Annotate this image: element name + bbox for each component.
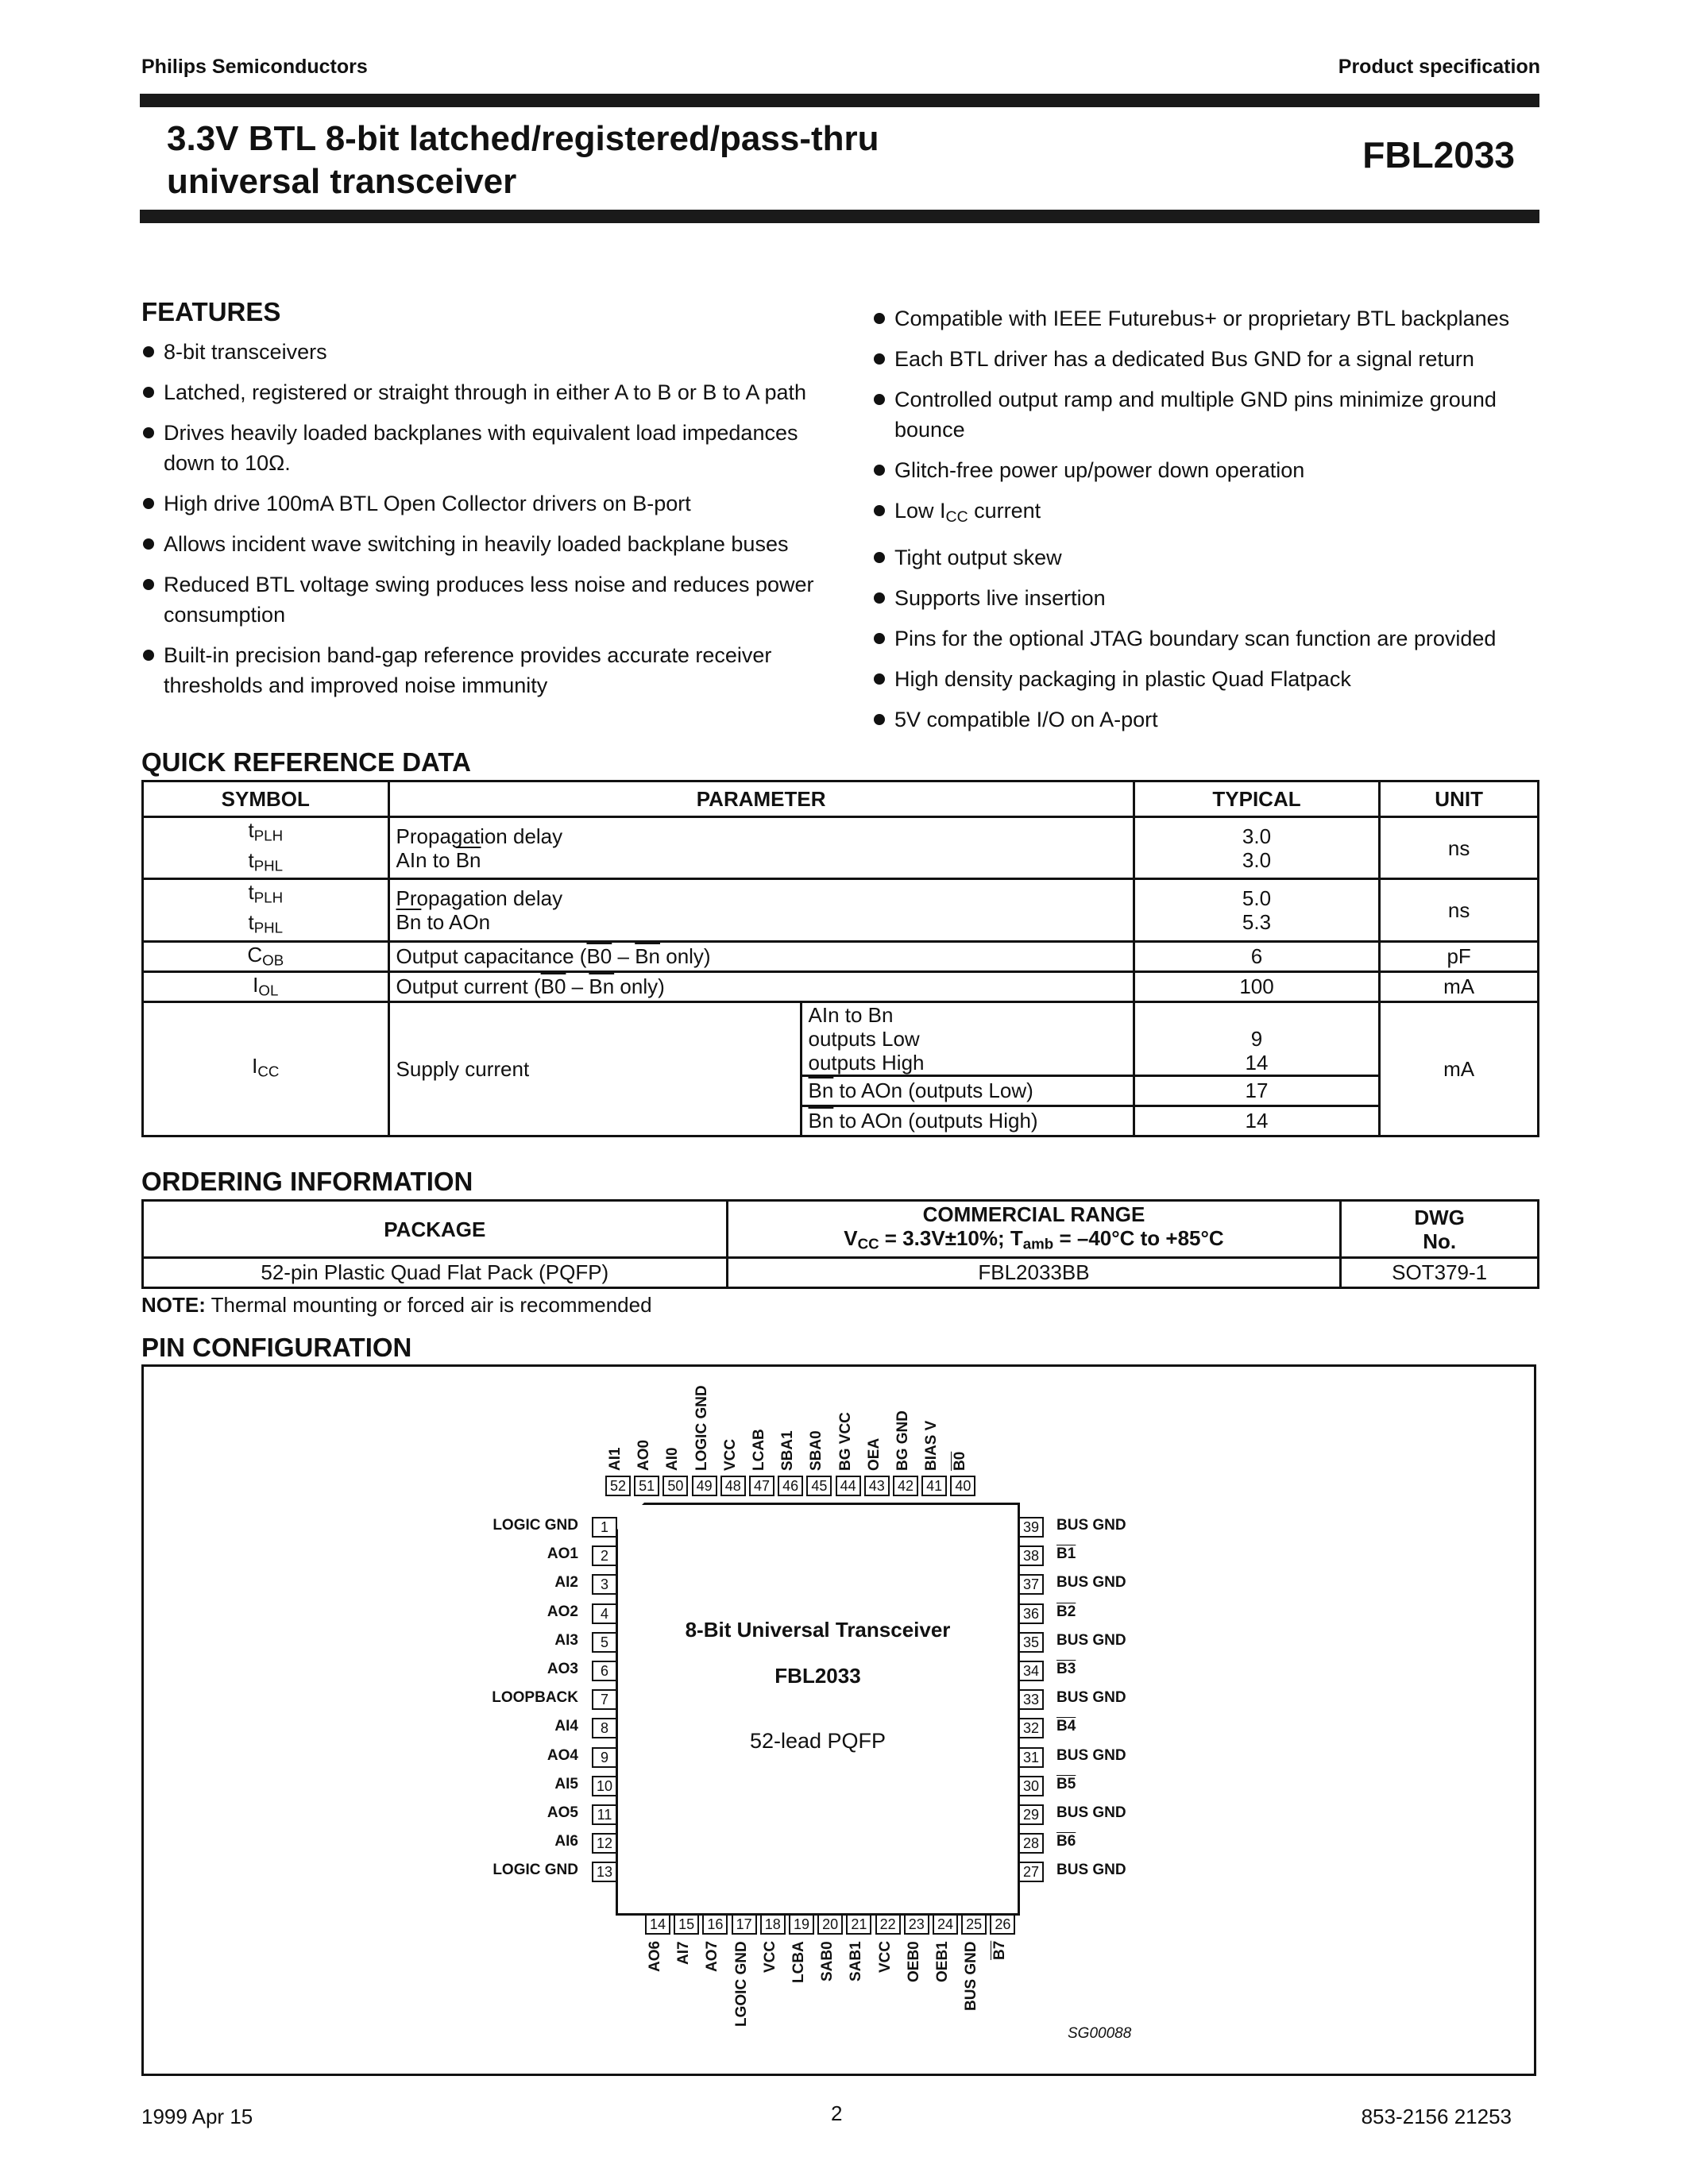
typical-cell: 3.0 3.0 [1134, 817, 1380, 879]
symbol-cell: $C_{OB}$ [143, 941, 389, 971]
pin-label-right: B4 [1056, 1718, 1076, 1735]
feature-item: 8-bit transceivers [141, 337, 825, 367]
pin-label-top: B0 [952, 1451, 969, 1471]
pin-label-top: SBA1 [779, 1430, 797, 1471]
pin-number-left: 12 [592, 1833, 617, 1854]
feature-item: High density packaging in plastic Quad Flatpack [872, 664, 1539, 694]
chip-body [616, 1503, 1020, 1916]
col-symbol: SYMBOL [143, 781, 389, 817]
pin-label-bottom: VCC [876, 1940, 894, 1973]
low-icc-sub: CC [945, 507, 968, 526]
pin-label-bottom: AI7 [675, 1941, 693, 1965]
pin-label-right: B3 [1056, 1661, 1076, 1677]
table-row [143, 941, 1539, 971]
symbol-cell: $I_{OL}$ [143, 971, 389, 1001]
page-number: 2 [831, 2101, 843, 2125]
pin-label-right: B1 [1056, 1545, 1076, 1563]
chip-package: 52-lead PQFP [749, 1729, 886, 1753]
pin-label-left: AI6 [554, 1833, 578, 1850]
pin-number-right: 35 [1018, 1632, 1044, 1653]
pin-number-right: 31 [1018, 1747, 1044, 1768]
condition-cell: $\overline{Bn}$ to AOn (outputs High) [801, 1106, 1134, 1136]
pin-label-left: AO2 [547, 1603, 578, 1620]
pin-label-left: AI4 [554, 1718, 578, 1735]
col-unit: UNIT [1380, 781, 1539, 817]
col-package: PACKAGE [143, 1201, 728, 1258]
pin-number-bottom: 18 [760, 1914, 786, 1935]
title-line-1: 3.3V BTL 8-bit latched/registered/pass-thru [167, 119, 879, 158]
feature-item: 5V compatible I/O on A-port [872, 704, 1539, 735]
table-header-row [143, 781, 1539, 817]
pin-number-right: 32 [1018, 1718, 1044, 1738]
pin-number-top: 41 [921, 1476, 947, 1496]
pin-number-bottom: 14 [645, 1914, 670, 1935]
condition-cell: $\overline{Bn}$ to AOn (outputs Low) [801, 1075, 1134, 1106]
pin-number-right: 34 [1018, 1661, 1044, 1681]
pin-number-bottom: 26 [990, 1914, 1015, 1935]
pin-label-top: BG GND [894, 1410, 911, 1471]
feature-item [872, 496, 1539, 532]
pin-label-bottom: BUS GND [963, 1941, 980, 2011]
unit-cell: mA [1380, 971, 1539, 1001]
pin-label-top: LOGIC GND [693, 1385, 710, 1471]
pin-number-left: 2 [592, 1545, 617, 1566]
ordering-note: NOTE: Thermal mounting or forced air is recommended [141, 1293, 652, 1317]
pin-label-top: AI0 [664, 1447, 682, 1471]
parameter-cell: Supply current [388, 1001, 801, 1136]
chip-part: FBL2033 [774, 1664, 861, 1688]
pin-number-right: 38 [1018, 1545, 1044, 1566]
pin-number-left: 11 [592, 1804, 617, 1825]
dwg-cell: SOT379-1 [1341, 1258, 1539, 1288]
pin-label-left: AI5 [554, 1775, 578, 1792]
pin-label-top: AO0 [635, 1439, 653, 1471]
col-commercial-range: COMMERCIAL RANGE $V_{CC} = 3.3V\pm 10\%$; $T_{amb} = -40^\circ C$ to +85°C [727, 1201, 1341, 1258]
pin-label-bottom: LCBA [790, 1941, 807, 1983]
pin-number-bottom: 17 [732, 1914, 757, 1935]
unit-cell: pF [1380, 941, 1539, 971]
feature-item: Latched, registered or straight through in either A to B or B to A path [141, 377, 825, 407]
pin-number-bottom: 15 [674, 1914, 699, 1935]
table-row [143, 971, 1539, 1001]
pin-number-left: 10 [592, 1776, 617, 1796]
typical-cell: 14 [1134, 1106, 1380, 1136]
feature-item: Reduced BTL voltage swing produces less noise and reduces power consumption [141, 569, 825, 630]
pin-label-bottom: VCC [761, 1940, 778, 1973]
parameter-cell: Propagation delay $\overline{Bn}$ to AOn [388, 879, 1134, 941]
features-right-list [872, 303, 1539, 745]
pin-number-top: 47 [749, 1476, 774, 1496]
pin-label-left: AI3 [554, 1631, 578, 1649]
pin-label-right: B2 [1056, 1603, 1076, 1620]
drawing-code: SG00088 [1068, 2025, 1132, 2042]
pin-number-bottom: 24 [933, 1914, 958, 1935]
pin-label-bottom: OEB0 [905, 1941, 922, 1982]
package-cell: 52-pin Plastic Quad Flat Pack (PQFP) [143, 1258, 728, 1288]
pin-number-bottom: 21 [846, 1914, 871, 1935]
pin-label-left: LOGIC GND [492, 1862, 578, 1879]
unit-cell: ns [1380, 817, 1539, 879]
features-left-list [141, 337, 825, 711]
parameter-cell: Propagation delay AIn to $\overline{Bn}$ [388, 817, 1134, 879]
features-heading: FEATURES [141, 297, 281, 326]
pin-label-left: AO3 [547, 1661, 578, 1677]
pin-label-bottom: B7 [991, 1940, 1009, 1960]
typical-cell: 5.0 5.3 [1134, 879, 1380, 941]
table-row [143, 817, 1539, 879]
pin-label-bottom: AO7 [704, 1940, 721, 1972]
pin-label-top: SBA0 [808, 1430, 825, 1471]
table-header-row [143, 1201, 1539, 1258]
pin-number-bottom: 16 [702, 1914, 728, 1935]
feature-item: High drive 100mA BTL Open Collector drivers on B-port [141, 488, 825, 519]
symbol-cell: $I_{CC}$ [143, 1001, 389, 1136]
feature-item: Controlled output ramp and multiple GND pins minimize ground bounce [872, 384, 1539, 445]
range-cell: FBL2033BB [727, 1258, 1341, 1288]
pin-number-bottom: 20 [817, 1914, 843, 1935]
title-line-2: universal transceiver [167, 162, 517, 201]
pin-label-top: BG VCC [836, 1412, 854, 1471]
pin-number-left: 6 [592, 1661, 617, 1681]
pin-label-bottom: LGOIC GND [732, 1941, 750, 2027]
pin-label-right: BUS GND [1056, 1804, 1126, 1821]
pin-label-bottom: SAB1 [848, 1941, 865, 1981]
footer-code: 853-2156 21253 [1361, 2105, 1512, 2128]
pin-label-right: BUS GND [1056, 1574, 1126, 1592]
pin-label-top: OEA [865, 1437, 883, 1471]
low-icc-suffix: current [968, 499, 1041, 523]
parameter-cell: Output current ($B0 - \overline{Bn}$ only) [388, 971, 1134, 1001]
pin-label-right: B5 [1056, 1775, 1076, 1792]
pin-label-right: B6 [1056, 1833, 1076, 1850]
feature-item: Built-in precision band-gap reference provides accurate receiver thresholds and improved noise immunity [141, 640, 825, 700]
footer-date: 1999 Apr 15 [141, 2105, 253, 2128]
pin-label-right: BUS GND [1056, 1689, 1126, 1707]
pin-label-top: VCC [721, 1438, 739, 1471]
quick-ref-table [141, 780, 1539, 1137]
doc-type: Product specification [1338, 56, 1540, 78]
pin-number-bottom: 22 [875, 1914, 901, 1935]
pin-label-left: LOOPBACK [492, 1689, 578, 1707]
table-row [143, 1001, 1539, 1075]
pin-number-right: 33 [1018, 1689, 1044, 1710]
col-parameter: PARAMETER [388, 781, 1134, 817]
table-row [143, 879, 1539, 941]
company-name: Philips Semiconductors [141, 56, 368, 78]
pin-number-right: 27 [1018, 1862, 1044, 1882]
pin-label-right: BUS GND [1056, 1631, 1126, 1649]
pin-number-right: 30 [1018, 1776, 1044, 1796]
pin-label-left: AO5 [547, 1804, 578, 1821]
ordering-heading: ORDERING INFORMATION [141, 1167, 473, 1196]
pin-number-right: 39 [1018, 1517, 1044, 1538]
unit-cell: ns [1380, 879, 1539, 941]
parameter-cell: Output capacitance ($B0 - \overline{Bn}$ only) [388, 941, 1134, 971]
pin-number-top: 49 [692, 1476, 717, 1496]
pin-number-top: 42 [893, 1476, 918, 1496]
pin-number-top: 48 [720, 1476, 746, 1496]
symbol-cell: $t_{PLH}$ $t_{PHL}$ [143, 879, 389, 941]
condition-cell: AIn to $\overline{Bn}$ outputs Low outputs High [801, 1001, 1134, 1075]
pin-label-right: BUS GND [1056, 1517, 1126, 1534]
feature-item: Glitch-free power up/power down operation [872, 455, 1539, 485]
ordering-table [141, 1199, 1539, 1289]
unit-cell: mA [1380, 1001, 1539, 1136]
pin-number-top: 52 [605, 1476, 631, 1496]
typical-cell: 9 14 [1134, 1001, 1380, 1075]
pin-label-right: BUS GND [1056, 1862, 1126, 1879]
pin-label-left: AI2 [554, 1574, 578, 1592]
pin-number-top: 50 [662, 1476, 688, 1496]
header-rule-top [140, 94, 1539, 107]
pin-label-bottom: SAB0 [819, 1941, 836, 1981]
pin-number-top: 45 [806, 1476, 832, 1496]
pin-number-left: 13 [592, 1862, 617, 1882]
pin-number-right: 36 [1018, 1603, 1044, 1624]
pin-number-left: 9 [592, 1747, 617, 1768]
pin-number-top: 43 [864, 1476, 890, 1496]
pin-label-top: LCAB [751, 1429, 767, 1471]
pin-label-top: BIAS V [923, 1420, 941, 1471]
pin-config-heading: PIN CONFIGURATION [141, 1333, 412, 1362]
pin-number-bottom: 23 [904, 1914, 929, 1935]
header-rule-bottom [140, 210, 1539, 223]
pin-number-top: 40 [950, 1476, 975, 1496]
typical-cell: 17 [1134, 1075, 1380, 1106]
feature-item: Compatible with IEEE Futurebus+ or proprietary BTL backplanes [872, 303, 1539, 334]
feature-item: Tight output skew [872, 542, 1539, 573]
part-number: FBL2033 [1362, 134, 1515, 176]
pin-number-top: 44 [836, 1476, 861, 1496]
pin-number-top: 46 [778, 1476, 803, 1496]
pin-number-right: 37 [1018, 1574, 1044, 1595]
pin-number-top: 51 [634, 1476, 659, 1496]
pin-number-left: 5 [592, 1632, 617, 1653]
pin-number-right: 28 [1018, 1833, 1044, 1854]
feature-item: Pins for the optional JTAG boundary scan function are provided [872, 623, 1539, 654]
feature-item: Drives heavily loaded backplanes with equivalent load impedances down to 10Ω. [141, 418, 825, 478]
pin-number-bottom: 19 [789, 1914, 814, 1935]
feature-item: Supports live insertion [872, 583, 1539, 613]
chip-title: 8-Bit Universal Transceiver [685, 1618, 951, 1642]
pin-number-bottom: 25 [961, 1914, 987, 1935]
symbol-cell: $t_{PLH}$ $t_{PHL}$ [143, 817, 389, 879]
pin-number-left: 3 [592, 1574, 617, 1595]
pin-number-left: 8 [592, 1718, 617, 1738]
pin-label-bottom: AO6 [647, 1940, 663, 1972]
pin-label-top: AI1 [607, 1447, 624, 1471]
pin-label-left: AO1 [547, 1545, 578, 1563]
pin-label-right: BUS GND [1056, 1746, 1126, 1764]
page-title [167, 118, 879, 203]
feature-item: Each BTL driver has a dedicated Bus GND for a signal return [872, 344, 1539, 374]
quick-ref-heading: QUICK REFERENCE DATA [141, 747, 471, 777]
typical-cell: 6 [1134, 941, 1380, 971]
pin-number-left: 4 [592, 1603, 617, 1624]
pin-label-left: LOGIC GND [492, 1517, 578, 1534]
typical-cell: 100 [1134, 971, 1380, 1001]
pin-number-right: 29 [1018, 1804, 1044, 1825]
pin-number-left: 1 [592, 1517, 617, 1538]
table-row [143, 1258, 1539, 1288]
pin-label-bottom: OEB1 [934, 1941, 951, 1982]
pin-label-left: AO4 [547, 1746, 578, 1764]
col-dwg: DWG No. [1341, 1201, 1539, 1258]
pin-number-left: 7 [592, 1689, 617, 1710]
low-icc-prefix: Low I [894, 499, 946, 523]
col-typical: TYPICAL [1134, 781, 1380, 817]
feature-item: Allows incident wave switching in heavily loaded backplane buses [141, 529, 825, 559]
